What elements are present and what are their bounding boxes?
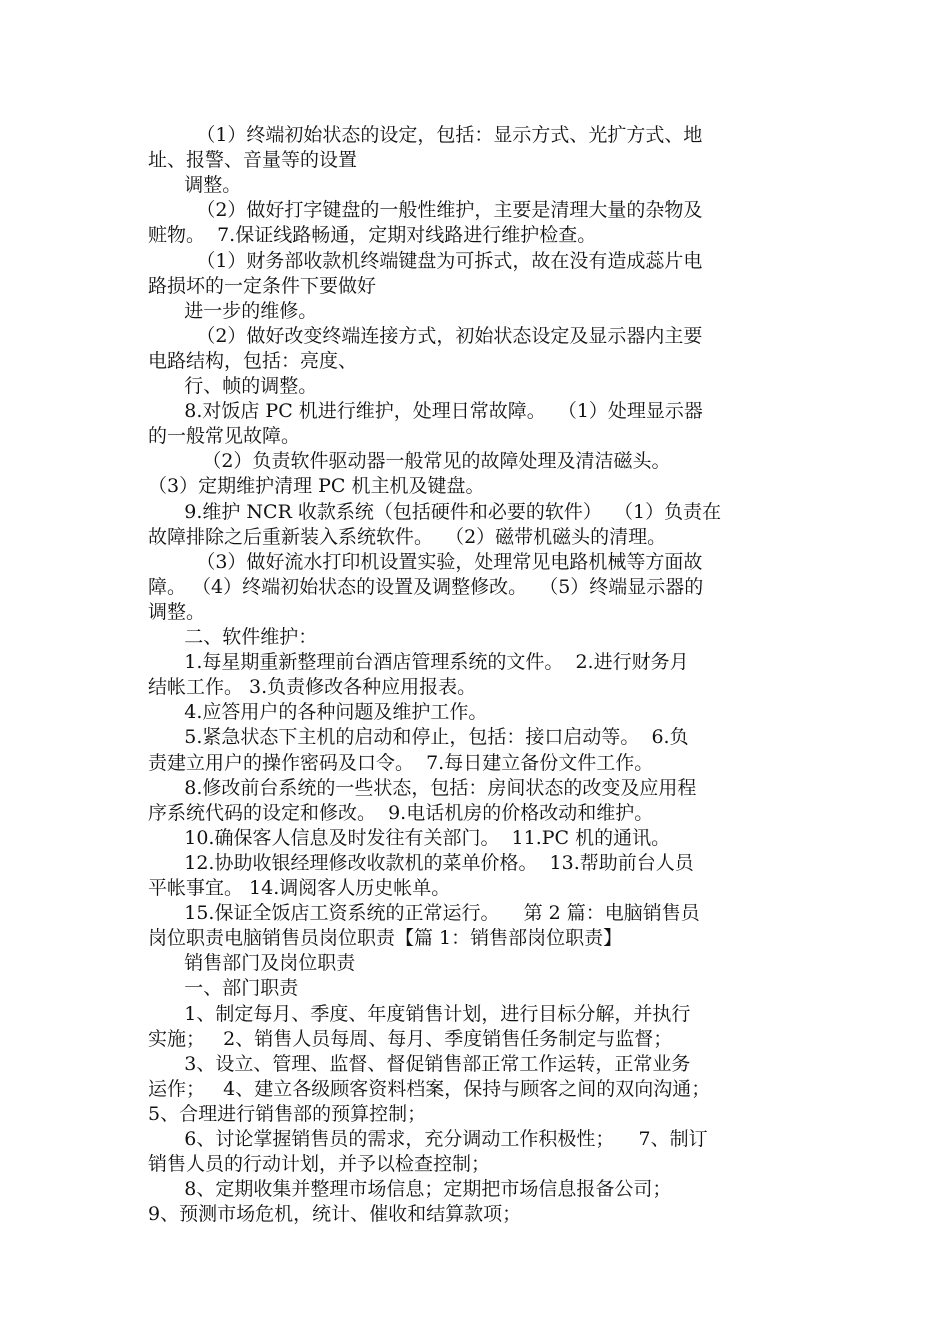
- text-line: 平帐事宜。 14.调阅客人历史帐单。: [148, 877, 451, 899]
- text-line: 4.应答用户的各种问题及维护工作。: [148, 701, 488, 723]
- text-line: 9、预测市场危机，统计、催收和结算款项；: [148, 1203, 522, 1225]
- text-line: 一、部门职责: [148, 977, 299, 999]
- text-line: （2）负责软件驱动器一般常见的故障处理及清洁磁头。: [148, 450, 671, 472]
- text-line: （2）做好打字键盘的一般性维护，主要是清理大量的杂物及: [148, 199, 703, 221]
- text-line: 调整。: [148, 601, 206, 623]
- text-line: 赃物。 7.保证线路畅通，定期对线路进行维护检查。: [148, 224, 597, 246]
- text-line: 8.修改前台系统的一些状态，包括：房间状态的改变及应用程: [148, 777, 697, 799]
- text-line: 1、制定每月、季度、年度销售计划，进行目标分解，并执行: [148, 1003, 691, 1025]
- text-line: 12.协助收银经理修改收款机的菜单价格。 13.帮助前台人员: [148, 852, 694, 874]
- text-line: 10.确保客人信息及时发往有关部门。 11.PC 机的通讯。: [148, 827, 671, 849]
- text-line: 责建立用户的操作密码及口令。 7.每日建立备份文件工作。: [148, 752, 654, 774]
- text-line: 3、设立、管理、监督、督促销售部正常工作运转，正常业务: [148, 1053, 691, 1075]
- text-line: 调整。: [148, 174, 242, 196]
- text-line: 岗位职责电脑销售员岗位职责【篇 1：销售部岗位职责】: [148, 927, 623, 949]
- text-line: 障。 （4）终端初始状态的设置及调整修改。 （5）终端显示器的: [148, 576, 704, 598]
- text-line: 的一般常见故障。: [148, 425, 301, 447]
- text-line: 8、定期收集并整理市场信息；定期把市场信息报备公司；: [148, 1178, 672, 1200]
- text-line: （1）终端初始状态的设定，包括：显示方式、光扩方式、地: [148, 124, 703, 146]
- text-line: 进一步的维修。: [148, 300, 318, 322]
- text-line: 电路结构，包括：亮度、: [148, 350, 358, 372]
- text-line: 序系统代码的设定和修改。 9.电话机房的价格改动和维护。: [148, 802, 654, 824]
- text-line: 8.对饭店 PC 机进行维护，处理日常故障。 （1）处理显示器: [148, 400, 703, 422]
- text-line: 结帐工作。 3.负责修改各种应用报表。: [148, 676, 477, 698]
- text-line: （3）定期维护清理 PC 机主机及键盘。: [148, 475, 485, 497]
- text-line: 6、讨论掌握销售员的需求，充分调动工作积极性； 7、制订: [148, 1128, 708, 1150]
- text-line: 行、帧的调整。: [148, 375, 318, 397]
- text-line: 5、合理进行销售部的预算控制；: [148, 1103, 427, 1125]
- text-line: 销售人员的行动计划，并予以检查控制；: [148, 1153, 491, 1175]
- text-line: 销售部门及岗位职责: [148, 952, 356, 974]
- text-line: 1.每星期重新整理前台酒店管理系统的文件。 2.进行财务月: [148, 651, 689, 673]
- text-line: 故障排除之后重新装入系统软件。 （2）磁带机磁头的清理。: [148, 526, 667, 548]
- text-line: （3）做好流水打印机设置实验，处理常见电路机械等方面故: [148, 551, 703, 573]
- text-line: 实施； 2、销售人员每周、每月、季度销售任务制定与监督；: [148, 1028, 673, 1050]
- text-line: 15.保证全饭店工资系统的正常运行。 第 2 篇：电脑销售员: [148, 902, 700, 924]
- text-line: 运作； 4、建立各级顾客资料档案，保持与顾客之间的双向沟通；: [148, 1078, 711, 1100]
- text-line: （2）做好改变终端连接方式，初始状态设定及显示器内主要: [148, 325, 703, 347]
- text-line: 二、软件维护：: [148, 626, 318, 648]
- text-line: 址、报警、音量等的设置: [148, 149, 358, 171]
- text-line: 路损坏的一定条件下要做好: [148, 275, 377, 297]
- text-line: （1）财务部收款机终端键盘为可拆式，故在没有造成蕊片电: [148, 250, 703, 272]
- text-line: 5.紧急状态下主机的启动和停止，包括：接口启动等。 6.负: [148, 726, 689, 748]
- text-line: 9.维护 NCR 收款系统（包括硬件和必要的软件） （1）负责在: [148, 501, 722, 523]
